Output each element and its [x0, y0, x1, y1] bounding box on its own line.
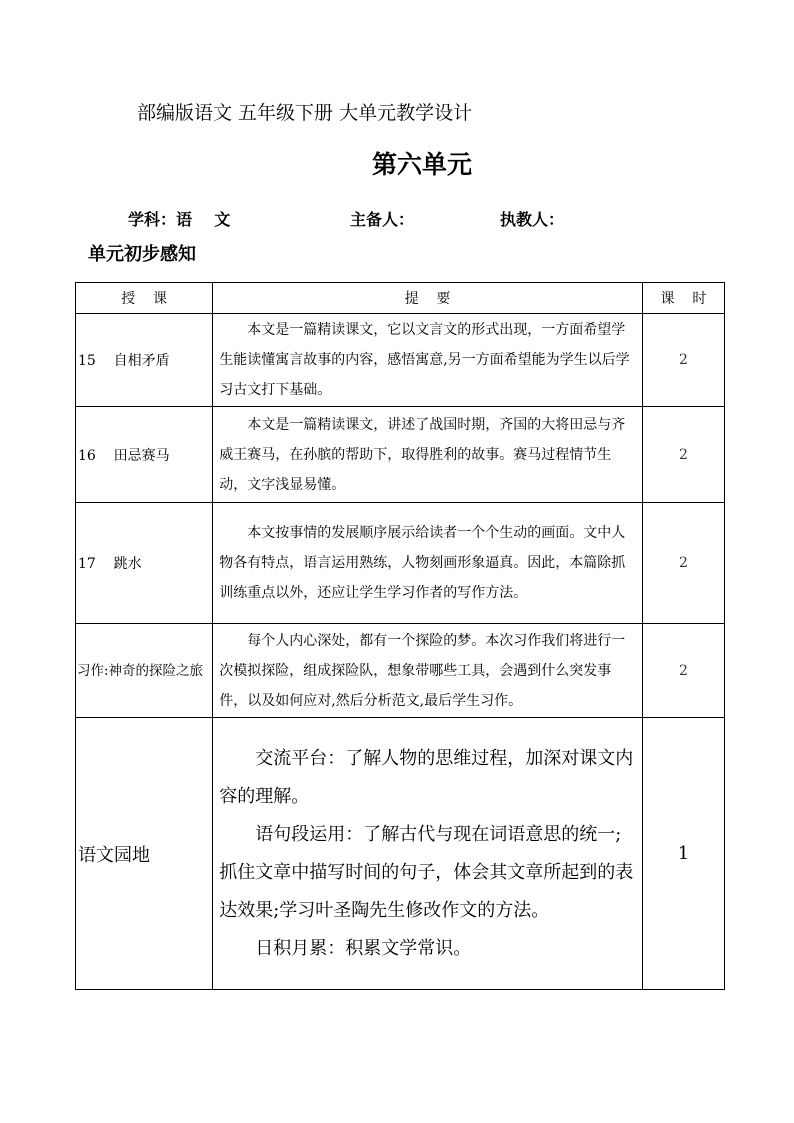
period-cell: 2: [642, 314, 724, 407]
lesson-cell-garden: 语文园地: [76, 718, 213, 990]
header-lesson: 授 课: [76, 283, 213, 314]
document-title: 部编版语文 五年级下册 大单元教学设计: [137, 102, 473, 124]
summary-cell: 本文按事情的发展顺序展示给读者一个个生动的画面。文中人物各有特点，语言运用熟练，人物刻画形象逼真。因此，本篇除抓训练重点以外，还应让学生学习作者的写作方法。: [213, 503, 643, 624]
summary-cell: 本文是一篇精读课文，它以文言文的形式出现，一方面希望学生能读懂寓言故事的内容，感悟寓意,另一方面希望能为学生以后学习古文打下基础。: [213, 314, 643, 407]
header-period: 课 时: [642, 283, 724, 314]
period-cell: 2: [642, 503, 724, 624]
header-summary: 提 要: [213, 283, 643, 314]
preparer-label: 主备人：: [350, 210, 415, 229]
period-cell: 2: [642, 407, 724, 503]
period-cell: 2: [642, 624, 724, 718]
lesson-cell: 习作:神奇的探险之旅: [76, 624, 213, 718]
lesson-cell: 16 田忌赛马: [76, 407, 213, 503]
table-row: [76, 624, 725, 718]
table-row: [76, 407, 725, 503]
summary-cell-garden: [213, 718, 643, 990]
table-row-garden: [76, 718, 725, 990]
lesson-table: [75, 282, 725, 990]
lesson-cell: 17 跳水: [76, 503, 213, 624]
table-row: [76, 503, 725, 624]
garden-paragraph-accumulate: 日积月累：积累文学常识。: [255, 937, 472, 959]
garden-paragraph-exchange: 交流平台：了解人物的思维过程，加深对课文内容的理解。: [219, 747, 634, 807]
teacher-label: 执教人：: [500, 210, 565, 229]
subject-value: 语 文: [176, 210, 231, 229]
garden-paragraph-sentence: 语句段运用：了解古代与现在词语意思的统一;抓住文章中描写时间的句子，体会其文章所起到的表达效果;学习叶圣陶先生修改作文的方法。: [219, 823, 634, 921]
subject-line: [128, 207, 230, 230]
summary-cell: 本文是一篇精读课文，讲述了战国时期，齐国的大将田忌与齐威王赛马，在孙膑的帮助下，取得胜利的故事。赛马过程情节生动，文字浅显易懂。: [213, 407, 643, 503]
section-title: 单元初步感知: [88, 244, 196, 265]
summary-cell: 每个人内心深处，都有一个探险的梦。本次习作我们将进行一次模拟探险，组成探险队，想象带哪些工具，会遇到什么突发事件，以及如何应对,然后分析范文,最后学生习作。: [213, 624, 643, 718]
unit-title: 第六单元: [372, 150, 473, 179]
period-cell-garden: 1: [642, 718, 724, 990]
lesson-cell: 15 自相矛盾: [76, 314, 213, 407]
table-row: [76, 314, 725, 407]
table-header-row: [76, 283, 725, 314]
subject-label: 学科：: [128, 210, 177, 229]
